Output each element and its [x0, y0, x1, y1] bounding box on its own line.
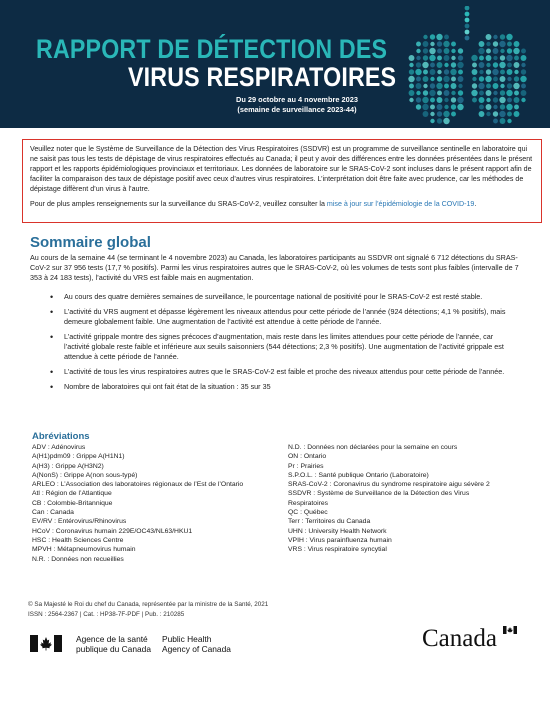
abbreviations-left-column: [32, 443, 282, 564]
abbreviation-item: HCoV : Coronavirus humain 229E/OC43/NL63/HKU1: [32, 527, 193, 535]
abbreviations-right-column: [288, 443, 503, 555]
abbreviation-item: VRS : Virus respiratoire syncytial: [288, 546, 387, 554]
report-banner: [0, 0, 550, 128]
agency-en-line2: Agency of Canada: [162, 643, 231, 654]
notice-paragraph-2-prefix: Pour de plus amples renseignements sur la surveillance du SRAS-CoV-2, veuillez consulter la: [30, 199, 327, 208]
abbreviation-item: UHN : University Health Network: [288, 527, 387, 535]
abbreviation-item: Pr : Prairies: [288, 462, 324, 470]
abbreviation-item: CB : Colombie-Britannique: [32, 499, 113, 507]
summary-heading: Sommaire global: [30, 234, 151, 251]
report-dates: [236, 95, 358, 115]
abbreviation-item: S.P.O.L. : Santé publique Ontario (Laboratoire): [288, 471, 429, 479]
summary-bullet: • L’activité de tous les virus respiratoires autres que le SRAS-CoV-2 est faible et proche des niveaux attendus pour cette période de l’année.: [50, 367, 520, 377]
agency-fr-line1: Agence de la santé: [76, 634, 148, 644]
abbreviation-item: N.D. : Données non déclarées pour la semaine en cours: [288, 444, 458, 451]
abbreviation-item: A(NonS) : Grippe A(non sous-typé): [32, 471, 138, 479]
abbreviation-item: Can : Canada: [32, 509, 74, 517]
abbreviation-item: EV/RV : Entérovirus/Rhinovirus: [32, 518, 127, 526]
abbreviation-item: A(H3) : Grippe A(H3N2): [32, 462, 104, 470]
agency-name-fr: [76, 635, 151, 654]
canada-wordmark: Canada: [422, 625, 497, 652]
disclaimer-notice: [22, 139, 542, 223]
copyright-block: [28, 600, 268, 619]
summary-bullet: • L’activité du VRS augment et dépasse légèrement les niveaux attendus pour cette période de l’année (924 détections; 4,1 % positifs), mais demeure globalement faible. Une augmentation de l’activité est attendue à cette période de l’année.: [50, 307, 520, 327]
abbreviation-item: Terr : Territoires du Canada: [288, 518, 371, 526]
summary-bullet: • Au cours des quatre dernières semaines de surveillance, le pourcentage national de positivité pour le SRAS-CoV-2 est resté stable.: [50, 292, 520, 302]
lungs-icon: [402, 6, 532, 128]
agency-fr-line2: publique du Canada: [76, 643, 151, 654]
abbreviation-item: ADV : Adénovirus: [32, 444, 86, 451]
abbreviation-item: VPIH : Virus parainfluenza humain: [288, 536, 392, 544]
agency-en-line1: Public Health: [162, 634, 212, 644]
report-title-line2: VIRUS RESPIRATOIRES: [128, 62, 397, 92]
abbreviation-item: QC : Québec: [288, 509, 328, 517]
abbreviation-item: MPVH : Métapneumovirus humain: [32, 546, 136, 554]
abbreviation-item: A(H1)pdm09 : Grippe A(H1N1): [32, 453, 125, 461]
dates-line2: (semaine de surveillance 2023-44): [237, 105, 357, 114]
summary-intro: Au cours de la semaine 44 (se terminant le 4 novembre 2023) au Canada, les laboratoires participants au SSDVR ont signalé 6 712 détections du SRAS-CoV-2 sur 37 956 tests (17,7 % positifs). Parmi les virus respiratoires autres que le SRAS-CoV-2, où les volumes de tests sont plus faibles (intervalle de 7 353 à 24 183 tests), l’activité du VRS est faible mais en augmentation.: [30, 253, 519, 282]
summary-bullet: • Nombre de laboratoires qui ont fait état de la situation : 35 sur 35: [50, 382, 520, 392]
notice-paragraph-2: [30, 200, 534, 210]
dates-line1: Du 29 octobre au 4 novembre 2023: [236, 95, 358, 104]
abbreviation-item: ON : Ontario: [288, 453, 327, 461]
agency-name-en: [162, 635, 231, 654]
abbreviation-item: HSC : Health Sciences Centre: [32, 536, 124, 544]
abbreviation-item: ARLEO : L’Association des laboratoires régionaux de l’Est de l’Ontario: [32, 481, 244, 489]
abbreviation-item: SSDVR : Système de Surveillance de la Détection des Virus Respiratoires: [288, 490, 470, 507]
summary-bullet: • L’activité grippale montre des signes précoces d’augmentation, mais reste dans les limites attendues pour cette période de l’année, car l’activité globale reste faible et inférieure aux seuils saisonniers (544 détections; 2,3 % positifs). Une augmentation de l’activité grippale est attendue à cette période de l’année.: [50, 332, 520, 362]
covid-epidemiology-link[interactable]: mise à jour sur l’épidémiologie de la COVID-19: [326, 199, 475, 208]
abbreviations-heading: Abréviations: [32, 431, 90, 442]
copyright-line: © Sa Majesté le Roi du chef du Canada, représentée par la ministre de la Santé, 2021: [28, 601, 269, 608]
abbreviation-item: Atl : Région de l’Atlantique: [32, 490, 112, 498]
report-title-line1: RAPPORT DE DÉTECTION DES: [36, 34, 388, 64]
abbreviation-item: N.R. : Données non recueillies: [32, 555, 124, 563]
summary-bullet-list: [50, 292, 520, 397]
canada-flag-icon: [503, 626, 517, 634]
notice-paragraph-1: Veuillez noter que le Système de Surveillance de la Détection des Virus Respiratoires (SSDVR) est un programme de surveillance sentinelle en laboratoire qui ne saisit pas tous les tests de dépistage de virus respiratoires effectués au Canada; il peut y avoir des différences entre les données présentées dans le présent rapport et les rapports épidémiologiques provinciaux et territoriaux. Les données de laboratoire sur le SRAS-CoV-2 sont incluses dans le présent rapport afin de faciliter la comparaison des taux de dépistage positif avec ceux d’autres virus respiratoires. L’interprétation doit être faite avec prudence, car les méthodes de dépistage diffèrent d’un virus à l’autre.: [30, 145, 533, 193]
abbreviation-item: SRAS-CoV-2 : Coronavirus du syndrome respiratoire aigu sévère 2: [288, 481, 490, 489]
issn-line: ISSN : 2564-2367 | Cat. : HP38-7F-PDF | Pub. : 210285: [28, 610, 185, 618]
canada-flag-icon: [30, 635, 62, 652]
notice-paragraph-2-suffix: .: [474, 199, 477, 208]
